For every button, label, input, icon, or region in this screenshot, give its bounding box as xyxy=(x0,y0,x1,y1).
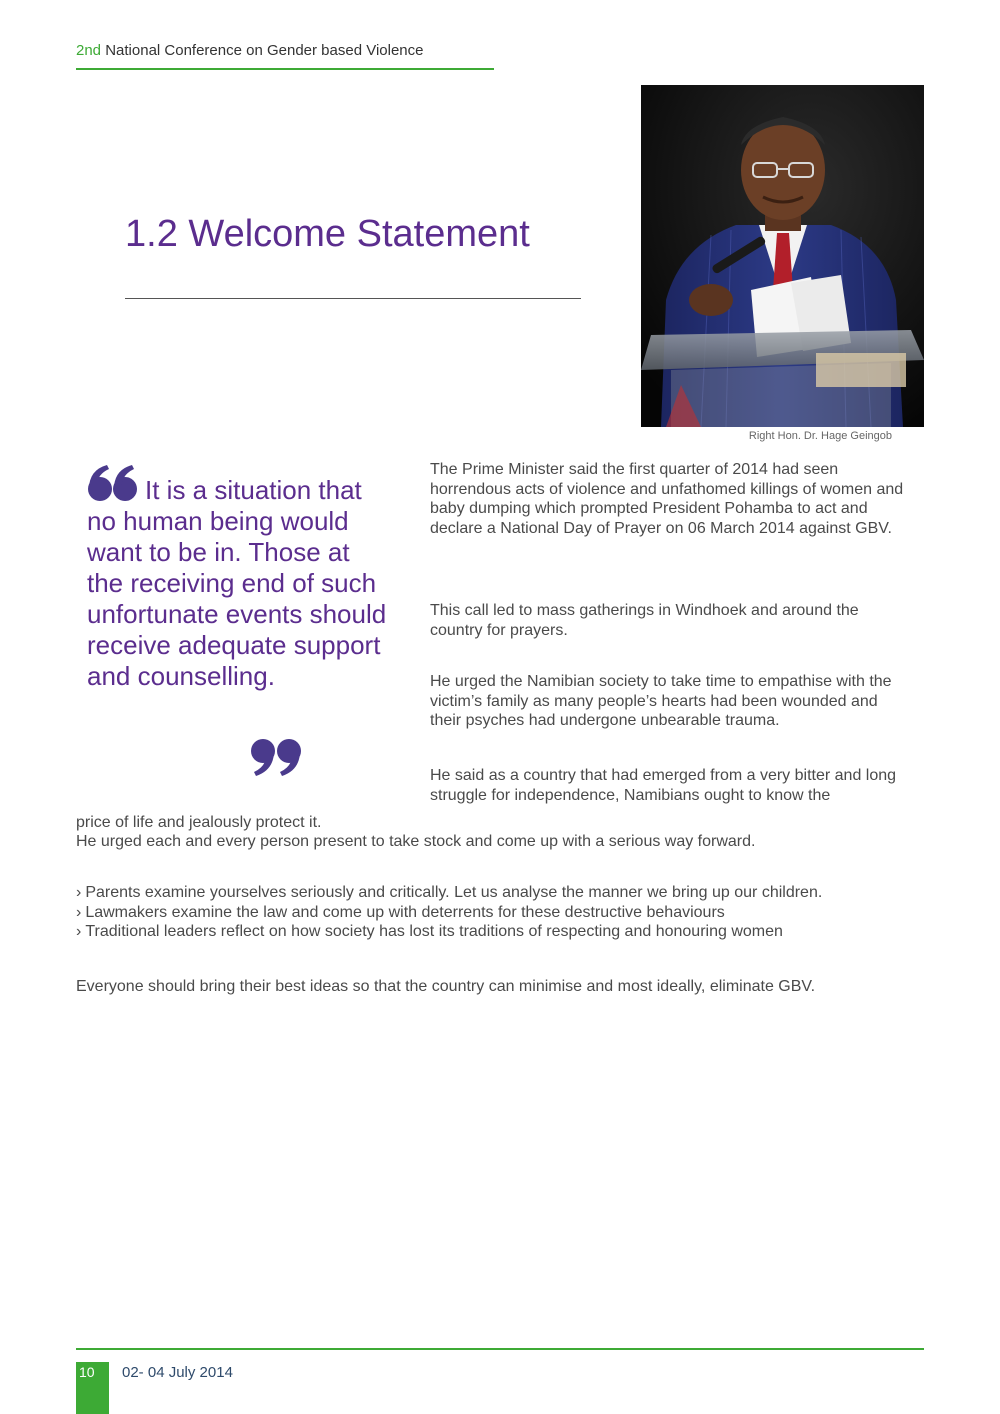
header-title: National Conference on Gender based Violence xyxy=(105,42,424,59)
footer-divider xyxy=(76,1348,924,1350)
list-item: › Traditional leaders reflect on how society has lost its traditions of respecting and honouring women xyxy=(76,923,783,940)
title-divider xyxy=(125,298,581,299)
header-ordinal: 2nd xyxy=(76,42,102,59)
pull-quote-text: It is a situation that no human being would want to be in. Those at the receiving end of such unfortunate events should receive adequate support and counselling. xyxy=(87,475,387,691)
list-item: › Parents examine yourselves seriously and critically. Let us analyse the manner we bring up our children. xyxy=(76,884,823,901)
body-paragraph-2: This call led to mass gatherings in Windhoek and around the country for prayers. xyxy=(430,602,859,639)
close-quote-icon xyxy=(249,738,303,778)
body-paragraph-6: Everyone should bring their best ideas so that the country can minimise and most ideally, eliminate GBV. xyxy=(76,978,816,995)
speaker-photo xyxy=(641,85,924,427)
photo-caption: Right Hon. Dr. Hage Geingob xyxy=(748,430,892,442)
section-title: 1.2 Welcome Statement xyxy=(125,213,530,255)
body-paragraph-5: He urged each and every person present to take stock and come up with a serious way forward. xyxy=(76,833,756,850)
body-paragraph-3: He urged the Namibian society to take time to empathise with the victim’s family as many people’s hearts had been wounded and their psyches had undergone unbearable trauma. xyxy=(430,673,892,729)
header-divider xyxy=(76,68,494,70)
body-paragraph-4-continued: price of life and jealously protect it. xyxy=(76,814,322,831)
running-header xyxy=(76,42,423,59)
photo-of-speaker-at-podium-icon xyxy=(641,85,924,427)
body-paragraph-4: He said as a country that had emerged from a very bitter and long struggle for independence, Namibians ought to know the xyxy=(430,767,897,804)
pull-quote xyxy=(87,464,387,692)
recommendations-list xyxy=(76,883,956,942)
page-number: 10 xyxy=(79,1364,95,1380)
list-item: › Lawmakers examine the law and come up with deterrents for these destructive behaviours xyxy=(76,903,725,921)
body-paragraph-1: The Prime Minister said the first quarter of 2014 had seen horrendous acts of violence and unfathomed killings of women and baby dumping which prompted President Pohamba to act and declare a National Day of Prayer on 06 March 2014 against GBV. xyxy=(430,461,904,537)
footer-date: 02- 04 July 2014 xyxy=(122,1364,233,1381)
open-quote-icon xyxy=(87,464,139,502)
